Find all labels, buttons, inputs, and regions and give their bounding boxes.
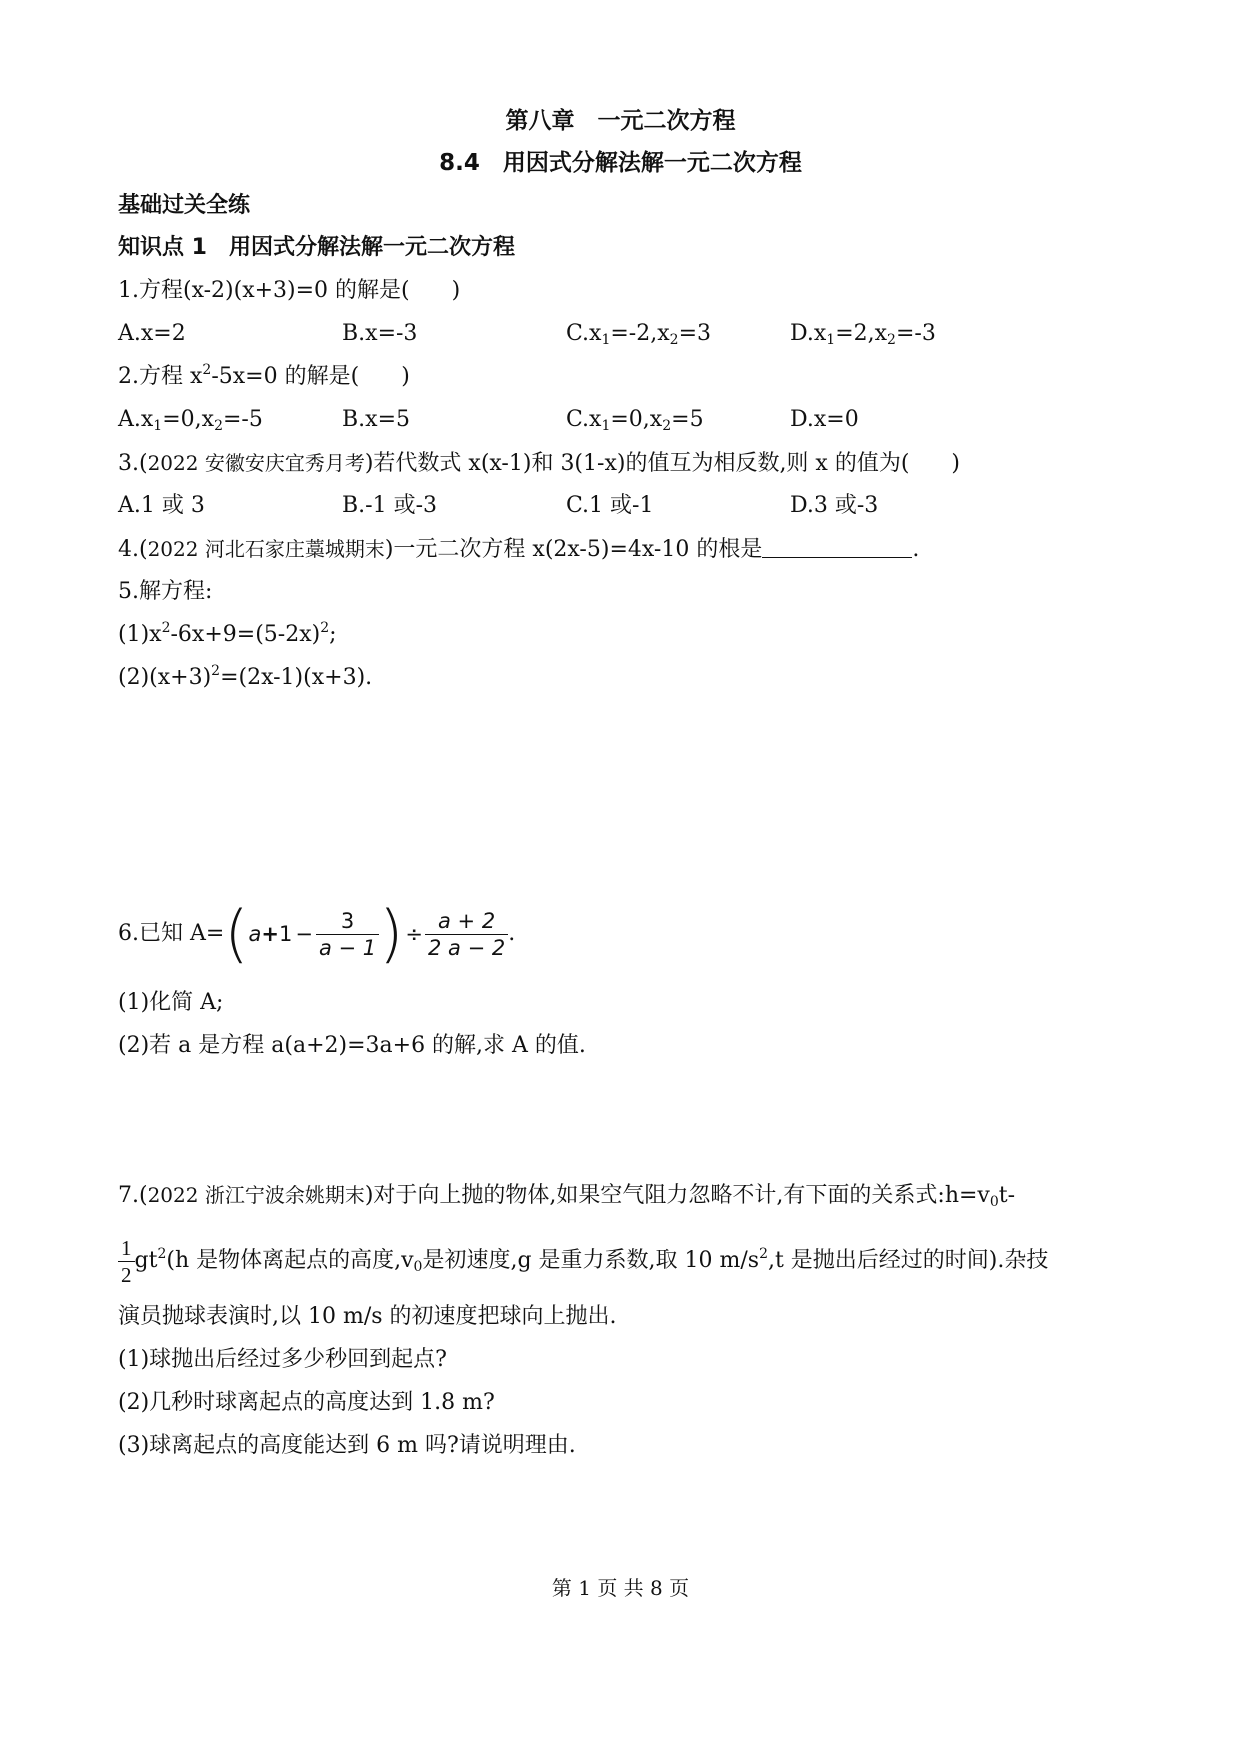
- question-5-stem: 5.解方程:: [118, 579, 213, 604]
- q7-source: 2022 浙江宁波余姚期末: [147, 1183, 365, 1207]
- q5-part-2: $(2)(x+3)^2=(2x-1)(x+3)$.: [118, 663, 373, 690]
- question-2-stem: 2.方程 $x^2-5x=0$ 的解是( ): [118, 362, 410, 389]
- q2-option-a: $A.x_1=0,x_2=-5$: [118, 407, 263, 434]
- q1-close-paren: ): [451, 278, 461, 303]
- section-title: 8.4 用因式分解法解一元二次方程: [439, 150, 802, 176]
- question-3-stem: 3.(2022 安徽安庆宜秀月考)若代数式 x(x-1)和 3(1-x)的值互为相反数,则 x 的值为( ): [118, 451, 961, 476]
- q1-option-b: B.x=-3: [342, 321, 418, 346]
- q2-option-b: B.x=5: [342, 407, 410, 432]
- q3-source: 2022 安徽安庆宜秀月考: [147, 451, 365, 475]
- fraction-3-over-a-minus-1: $\frac{3}{a - 1}$: [316, 908, 379, 961]
- q2-option-d: D.x=0: [790, 407, 859, 432]
- q1-option-d: $D.x_1=2,x_2=-3$: [790, 321, 936, 348]
- q3-option-d: D.3 或-3: [790, 493, 879, 518]
- q5-part-1: $(1)x^2-6x+9=(5-2x)^2$;: [118, 620, 337, 647]
- q7-part-2: (2)几秒时球离起点的高度达到 1.8 m?: [118, 1390, 495, 1415]
- knowledge-point-label: 知识点 1 用因式分解法解一元二次方程: [118, 235, 515, 260]
- q1-stem-text: 1.方程(x-2)(x+3)=0 的解是(: [118, 278, 410, 303]
- question-6-stem: 6.已知 A=(a+1 − $\frac{3}{a - 1}$ )÷ $\frac{a + 2}{2 a - 2}$ .: [118, 897, 516, 970]
- q7-part-1: (1)球抛出后经过多少秒回到起点?: [118, 1347, 447, 1372]
- q3-option-c: C.1 或-1: [566, 493, 654, 518]
- fraction-one-half: $\frac{1}{2}$: [118, 1235, 135, 1288]
- q7-part-3: (3)球离起点的高度能达到 6 m 吗?请说明理由.: [118, 1433, 576, 1458]
- q1-option-c: $C.x_1=-2,x_2=3$: [566, 321, 711, 348]
- chapter-title: 第八章 一元二次方程: [505, 108, 736, 134]
- fraction-a-plus-2-over-2a-minus-2: $\frac{a + 2}{2 a - 2}$: [425, 908, 508, 961]
- q4-source: 2022 河北石家庄藁城期末: [147, 537, 385, 561]
- q2-option-c: $C.x_1=0,x_2=5$: [566, 407, 704, 434]
- q7-line-3: 演员抛球表演时,以 10 m/s 的初速度把球向上抛出.: [118, 1304, 617, 1329]
- basic-practice-label: 基础过关全练: [118, 193, 251, 218]
- question-1-stem: [118, 276, 460, 306]
- q3-option-a: A.1 或 3: [118, 493, 205, 518]
- q6-part-1: (1)化简 A;: [118, 990, 224, 1015]
- q6-part-2: (2)若 a 是方程 a(a+2)=3a+6 的解,求 A 的值.: [118, 1033, 586, 1058]
- answer-blank[interactable]: [762, 535, 912, 558]
- question-7-stem: 7.(2022 浙江宁波余姚期末)对于向上抛的物体,如果空气阻力忽略不计,有下面的关系式$:h=v_0t-$: [118, 1183, 1016, 1210]
- q3-option-b: B.-1 或-3: [342, 493, 438, 518]
- question-4-stem: 4.(2022 河北石家庄藁城期末)一元二次方程 x(2x-5)=4x-10 的根是 .: [118, 537, 920, 562]
- q1-option-a: A.x=2: [118, 321, 186, 346]
- page-footer: 第 1 页 共 8 页: [551, 1576, 690, 1600]
- q7-formula-line: $\frac{1}{2}$ $gt^2(h$ 是物体离起点的高度$,v_0$是初速度,g 是重力系数,取 10 $m/s^2,t$ 是抛出后经过的时间).杂技: [118, 1232, 1048, 1290]
